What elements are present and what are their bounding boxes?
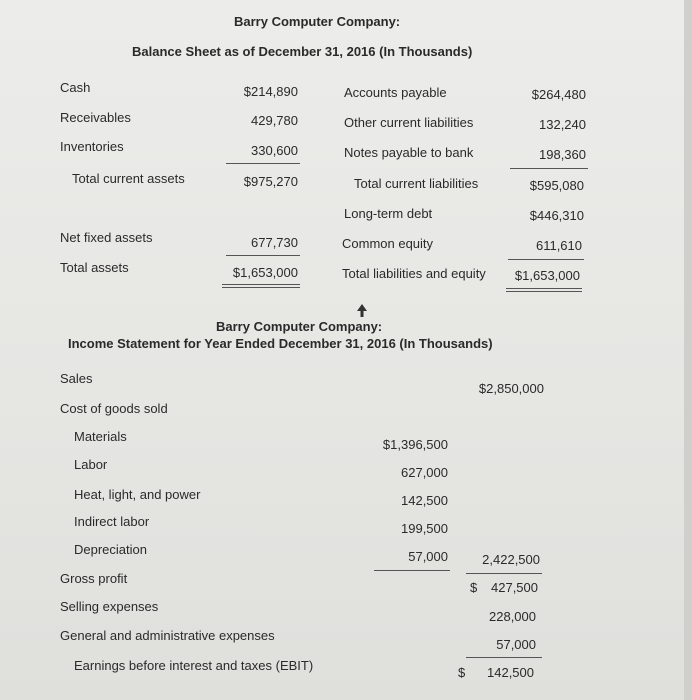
liability-label-other-current: Other current liabilities <box>344 115 474 130</box>
asset-value-total-current: $975,270 <box>243 174 298 189</box>
cogs-heat-value: 142,500 <box>401 493 448 508</box>
cogs-total-value: 2,422,500 <box>482 552 540 567</box>
asset-label-cash: Cash <box>60 80 91 95</box>
liability-value-long-term-debt: $446,310 <box>529 208 584 223</box>
balance-sheet-title: Balance Sheet as of December 31, 2016 (In Thousands) <box>132 44 473 59</box>
ga-expenses-label: General and administrative expenses <box>60 628 275 643</box>
asset-value-total: $1,653,000 <box>232 265 298 280</box>
sales-label: Sales <box>60 371 93 386</box>
double-underline-total-assets-2 <box>222 287 300 288</box>
balance-sheet-company: Barry Computer Company: <box>234 14 401 29</box>
gross-profit-label: Gross profit <box>60 571 128 586</box>
liability-value-total: $1,653,000 <box>514 268 580 283</box>
asset-label-total: Total assets <box>60 260 129 275</box>
cogs-labor-value: 627,000 <box>401 465 448 480</box>
liability-label-total-current: Total current liabilities <box>354 176 479 191</box>
underline-cogs-items <box>374 570 450 571</box>
liability-value-accounts-payable: $264,480 <box>531 87 586 102</box>
ebit-label: Earnings before interest and taxes (EBIT) <box>74 658 314 673</box>
asset-label-total-current: Total current assets <box>72 171 185 186</box>
mouse-cursor-icon <box>356 304 368 318</box>
liability-value-common-equity: 611,610 <box>535 238 582 253</box>
ga-expenses-value: 57,000 <box>496 637 536 652</box>
underline-notes-payable <box>510 168 588 169</box>
liability-value-other-current: 132,240 <box>539 117 586 132</box>
asset-label-receivables: Receivables <box>60 110 131 125</box>
cogs-heat-label: Heat, light, and power <box>74 487 201 502</box>
underline-inventories <box>226 163 300 164</box>
gross-profit-value: 427,500 <box>491 580 538 595</box>
sales-value: $2,850,000 <box>478 381 544 396</box>
liability-label-accounts-payable: Accounts payable <box>344 85 447 100</box>
gross-profit-dollar: $ <box>470 580 478 595</box>
asset-label-net-fixed: Net fixed assets <box>60 230 153 245</box>
selling-expenses-label: Selling expenses <box>60 599 159 614</box>
selling-expenses-value: 228,000 <box>489 609 536 624</box>
asset-value-cash: $214,890 <box>243 84 298 99</box>
double-underline-total-assets-1 <box>222 284 300 285</box>
liability-label-notes-payable: Notes payable to bank <box>344 145 474 160</box>
page-edge-shadow <box>684 0 692 700</box>
asset-value-inventories: 330,600 <box>251 143 298 158</box>
underline-common-equity <box>508 259 584 260</box>
income-statement-title: Income Statement for Year Ended December 31, 2016 (In Thousands) <box>68 336 493 351</box>
underline-ga <box>466 657 542 658</box>
liability-label-long-term-debt: Long-term debt <box>344 206 433 221</box>
asset-label-inventories: Inventories <box>60 139 124 154</box>
cogs-depreciation-label: Depreciation <box>74 542 147 557</box>
liability-label-common-equity: Common equity <box>342 236 434 251</box>
double-underline-total-liab-2 <box>506 291 582 292</box>
cogs-depreciation-value: 57,000 <box>408 549 448 564</box>
cogs-indirect-labor-value: 199,500 <box>401 521 448 536</box>
liability-value-notes-payable: 198,360 <box>539 147 586 162</box>
cogs-label: Cost of goods sold <box>60 401 168 416</box>
cogs-materials-label: Materials <box>74 429 127 444</box>
underline-net-fixed <box>226 255 300 256</box>
underline-cogs-total <box>466 573 542 574</box>
ebit-value: 142,500 <box>487 665 534 680</box>
liability-label-total: Total liabilities and equity <box>342 266 486 281</box>
cogs-indirect-labor-label: Indirect labor <box>74 514 150 529</box>
cogs-labor-label: Labor <box>74 457 108 472</box>
cogs-materials-value: $1,396,500 <box>382 437 448 452</box>
asset-value-net-fixed: 677,730 <box>251 235 298 250</box>
liability-value-total-current: $595,080 <box>529 178 584 193</box>
income-statement-company: Barry Computer Company: <box>216 319 383 334</box>
ebit-dollar: $ <box>458 665 466 680</box>
double-underline-total-liab-1 <box>506 288 582 289</box>
asset-value-receivables: 429,780 <box>251 113 298 128</box>
